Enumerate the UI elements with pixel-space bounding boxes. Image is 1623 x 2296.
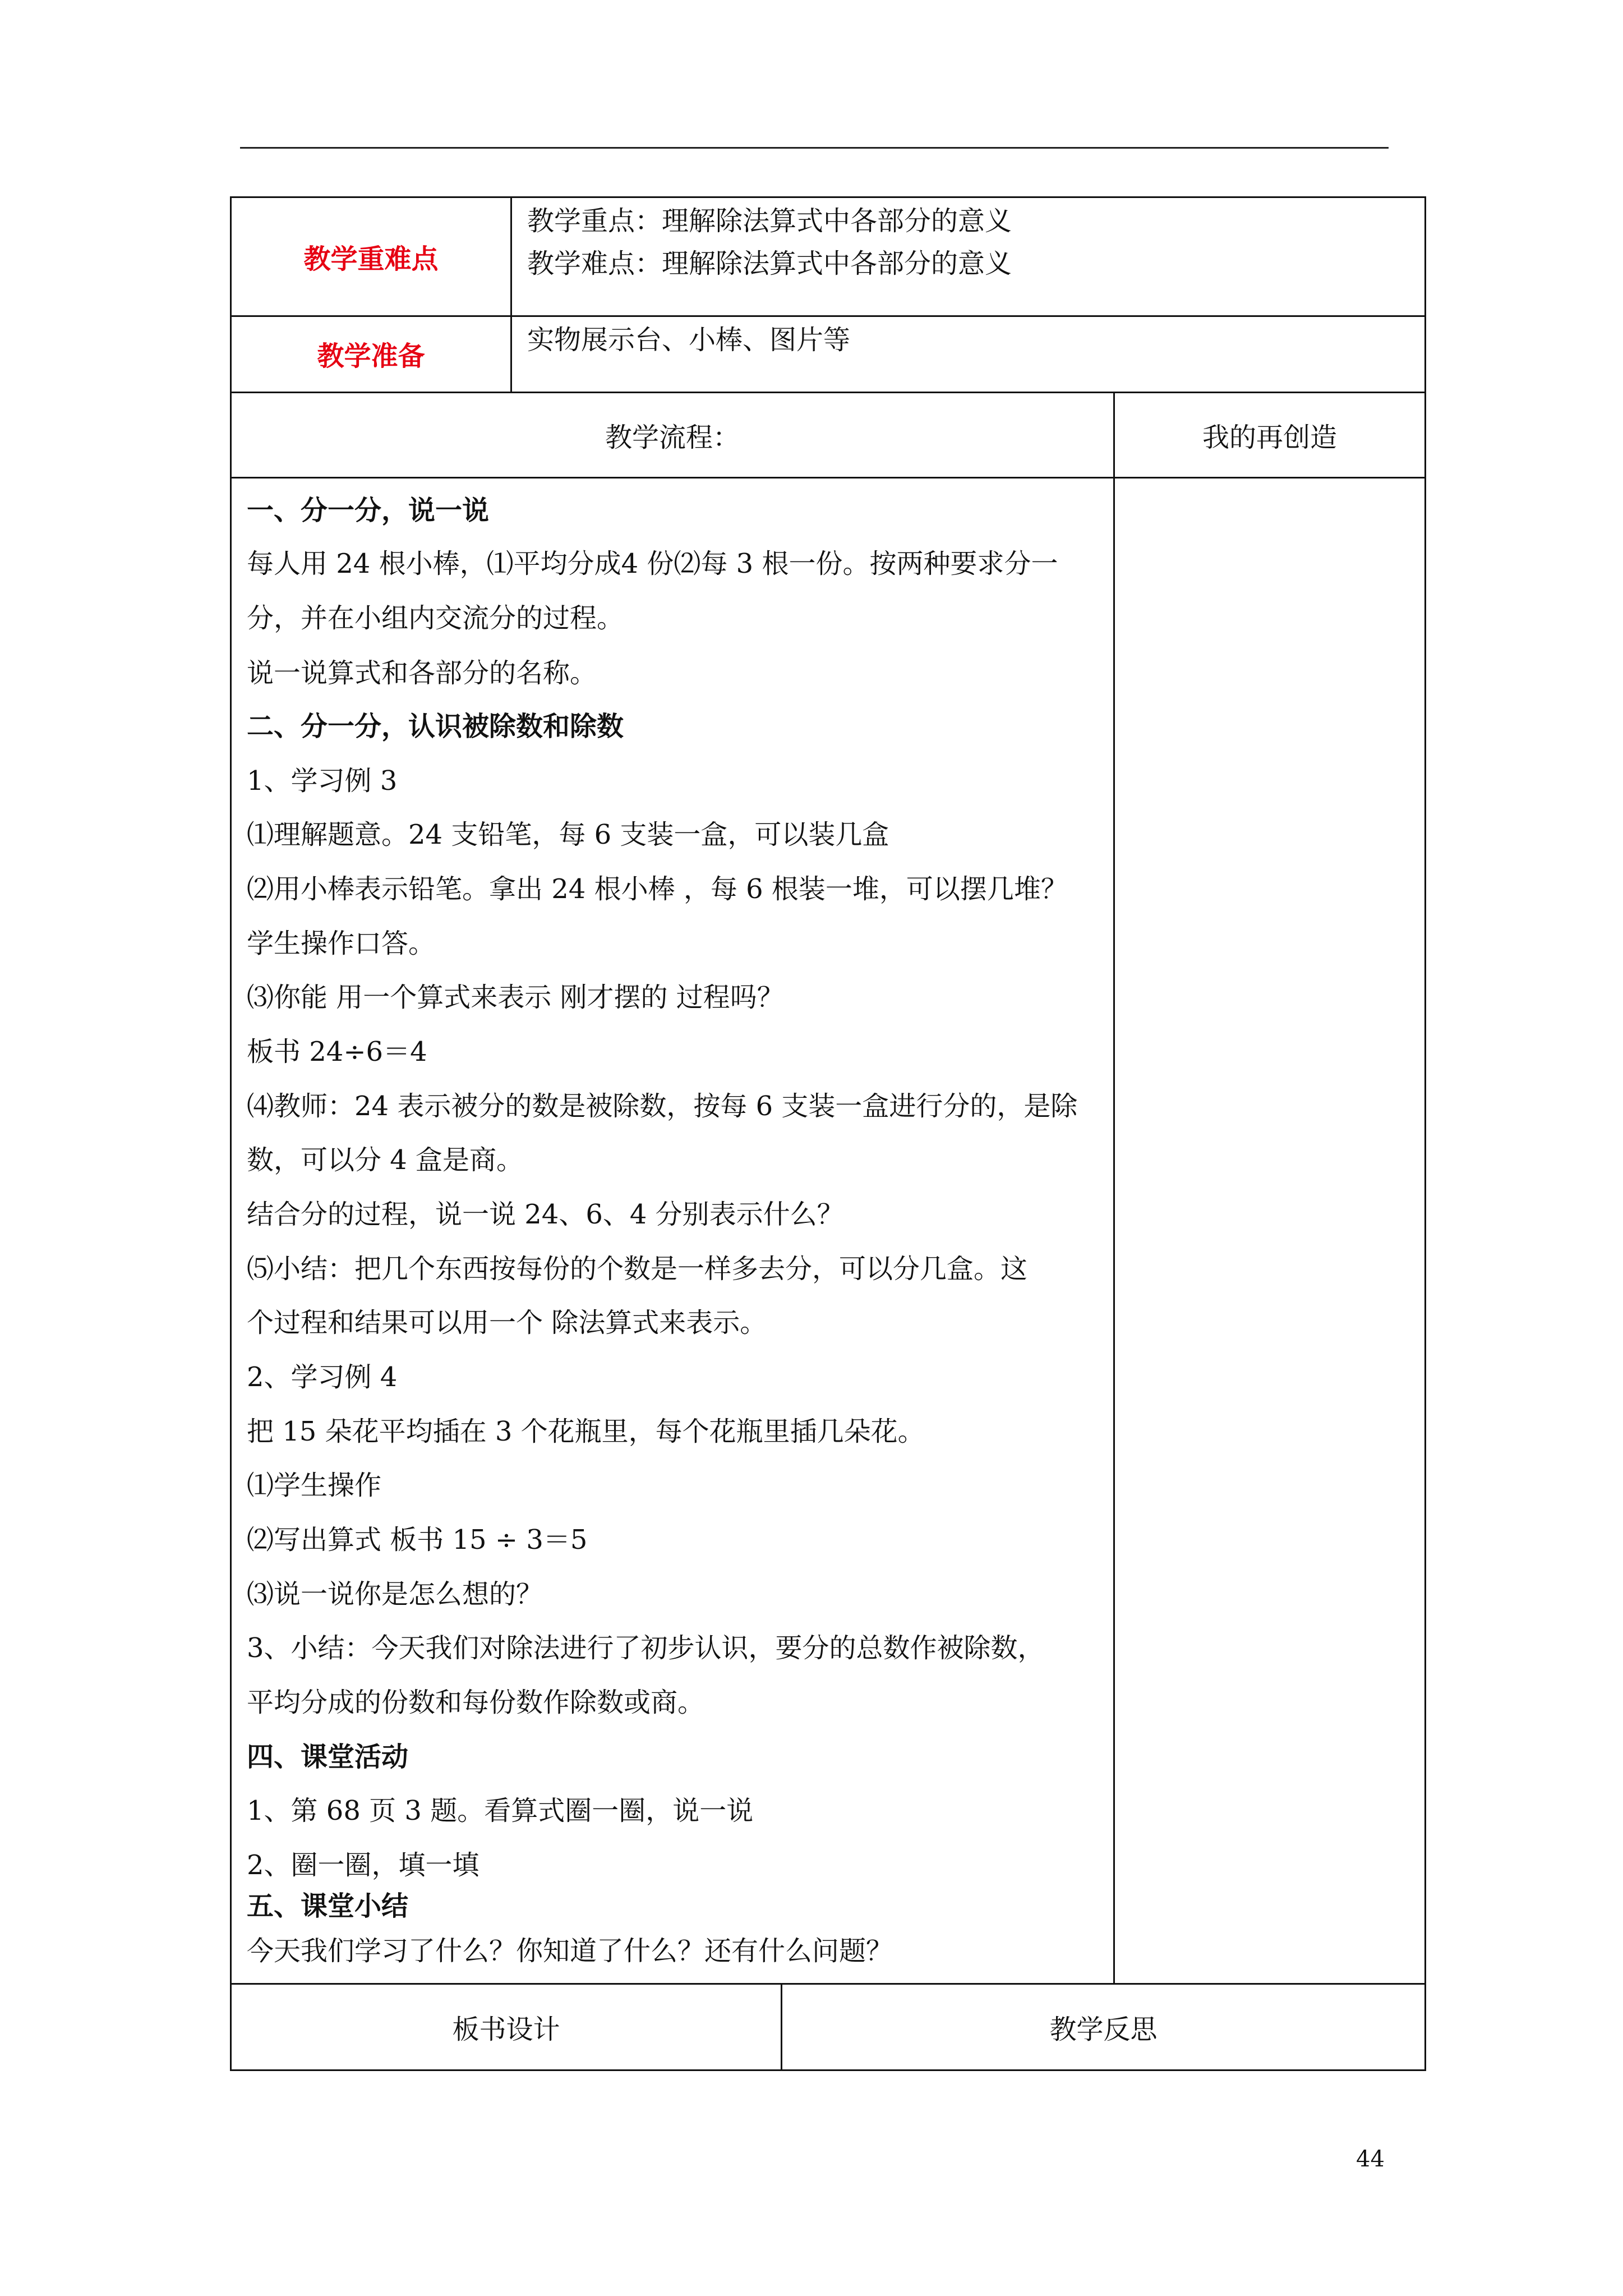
flow-line: ⑶说一说你是怎么想的？ bbox=[247, 1579, 543, 1610]
board-design-cell: 板书设计 bbox=[452, 2014, 560, 2045]
preparation-content: 实物展示台、小棒、图片等 bbox=[527, 324, 851, 356]
section-heading: 五、课堂小结 bbox=[247, 1890, 409, 1922]
section-heading: 二、分一分，认识被除数和除数 bbox=[247, 711, 624, 742]
section-heading: 四、课堂活动 bbox=[247, 1741, 409, 1773]
difficult-point-line: 教学难点：理解除法算式中各部分的意义 bbox=[527, 248, 1012, 279]
flow-line: 1、第 68 页 3 题。看算式圈一圈，说一说 bbox=[247, 1795, 754, 1826]
preparation-label: 教学准备 bbox=[317, 340, 425, 372]
flow-line: ⑴理解题意。24 支铅笔，每 6 支装一盒，可以装几盒 bbox=[247, 819, 889, 850]
flow-line: 板书 24÷6＝4 bbox=[247, 1036, 427, 1068]
header-rule bbox=[240, 147, 1389, 149]
key-point-line: 教学重点：理解除法算式中各部分的意义 bbox=[527, 205, 1012, 237]
flow-line: 个过程和结果可以用一个 除法算式来表示。 bbox=[247, 1307, 767, 1338]
flow-line: 2、学习例 4 bbox=[247, 1361, 398, 1393]
flow-line: 2、圈一圈，填一填 bbox=[247, 1849, 479, 1881]
flow-line: ⑵写出算式 板书 15 ÷ 3＝5 bbox=[247, 1524, 588, 1556]
page-number: 44 bbox=[1356, 2146, 1385, 2172]
flow-line: ⑶你能 用一个算式来表示 刚才摆的 过程吗？ bbox=[247, 982, 784, 1013]
key-points-content bbox=[527, 200, 1413, 285]
flow-line: ⑴学生操作 bbox=[247, 1470, 382, 1501]
flow-column-header: 教学流程： bbox=[605, 422, 740, 453]
flow-line: 分，并在小组内交流分的过程。 bbox=[247, 602, 624, 634]
flow-line: 3、小结：今天我们对除法进行了初步认识，要分的总数作被除数， bbox=[247, 1632, 1045, 1664]
flow-line: 结合分的过程，说一说 24、6、4 分别表示什么？ bbox=[247, 1199, 844, 1230]
flow-line: ⑵用小棒表示铅笔。拿出 24 根小棒 ，每 6 根装一堆，可以摆几堆？ bbox=[247, 873, 1068, 905]
flow-line: 说一说算式和各部分的名称。 bbox=[247, 657, 597, 689]
flow-line: 把 15 朵花平均插在 3 个花瓶里，每个花瓶里插几朵花。 bbox=[247, 1416, 925, 1447]
reflection-cell: 教学反思 bbox=[1049, 2014, 1158, 2045]
flow-line: ⑸小结：把几个东西按每份的个数是一样多去分，可以分几盒。这 bbox=[247, 1253, 1028, 1285]
key-points-label: 教学重难点 bbox=[303, 243, 439, 275]
flow-line: 今天我们学习了什么？你知道了什么？还有什么问题？ bbox=[247, 1935, 893, 1967]
recreate-column-header: 我的再创造 bbox=[1202, 422, 1337, 453]
section-heading: 一、分一分，说一说 bbox=[247, 495, 490, 526]
flow-line: 学生操作口答。 bbox=[247, 928, 436, 959]
flow-line: 1、学习例 3 bbox=[247, 765, 398, 797]
flow-line: ⑷教师：24 表示被分的数是被除数，按每 6 支装一盒进行分的，是除 bbox=[247, 1091, 1078, 1122]
flow-line: 每人用 24 根小棒，⑴平均分成4 份⑵每 3 根一份。按两种要求分一 bbox=[247, 548, 1058, 579]
flow-line: 平均分成的份数和每份数作除数或商。 bbox=[247, 1687, 705, 1718]
flow-line: 数，可以分 4 盒是商。 bbox=[247, 1144, 524, 1176]
